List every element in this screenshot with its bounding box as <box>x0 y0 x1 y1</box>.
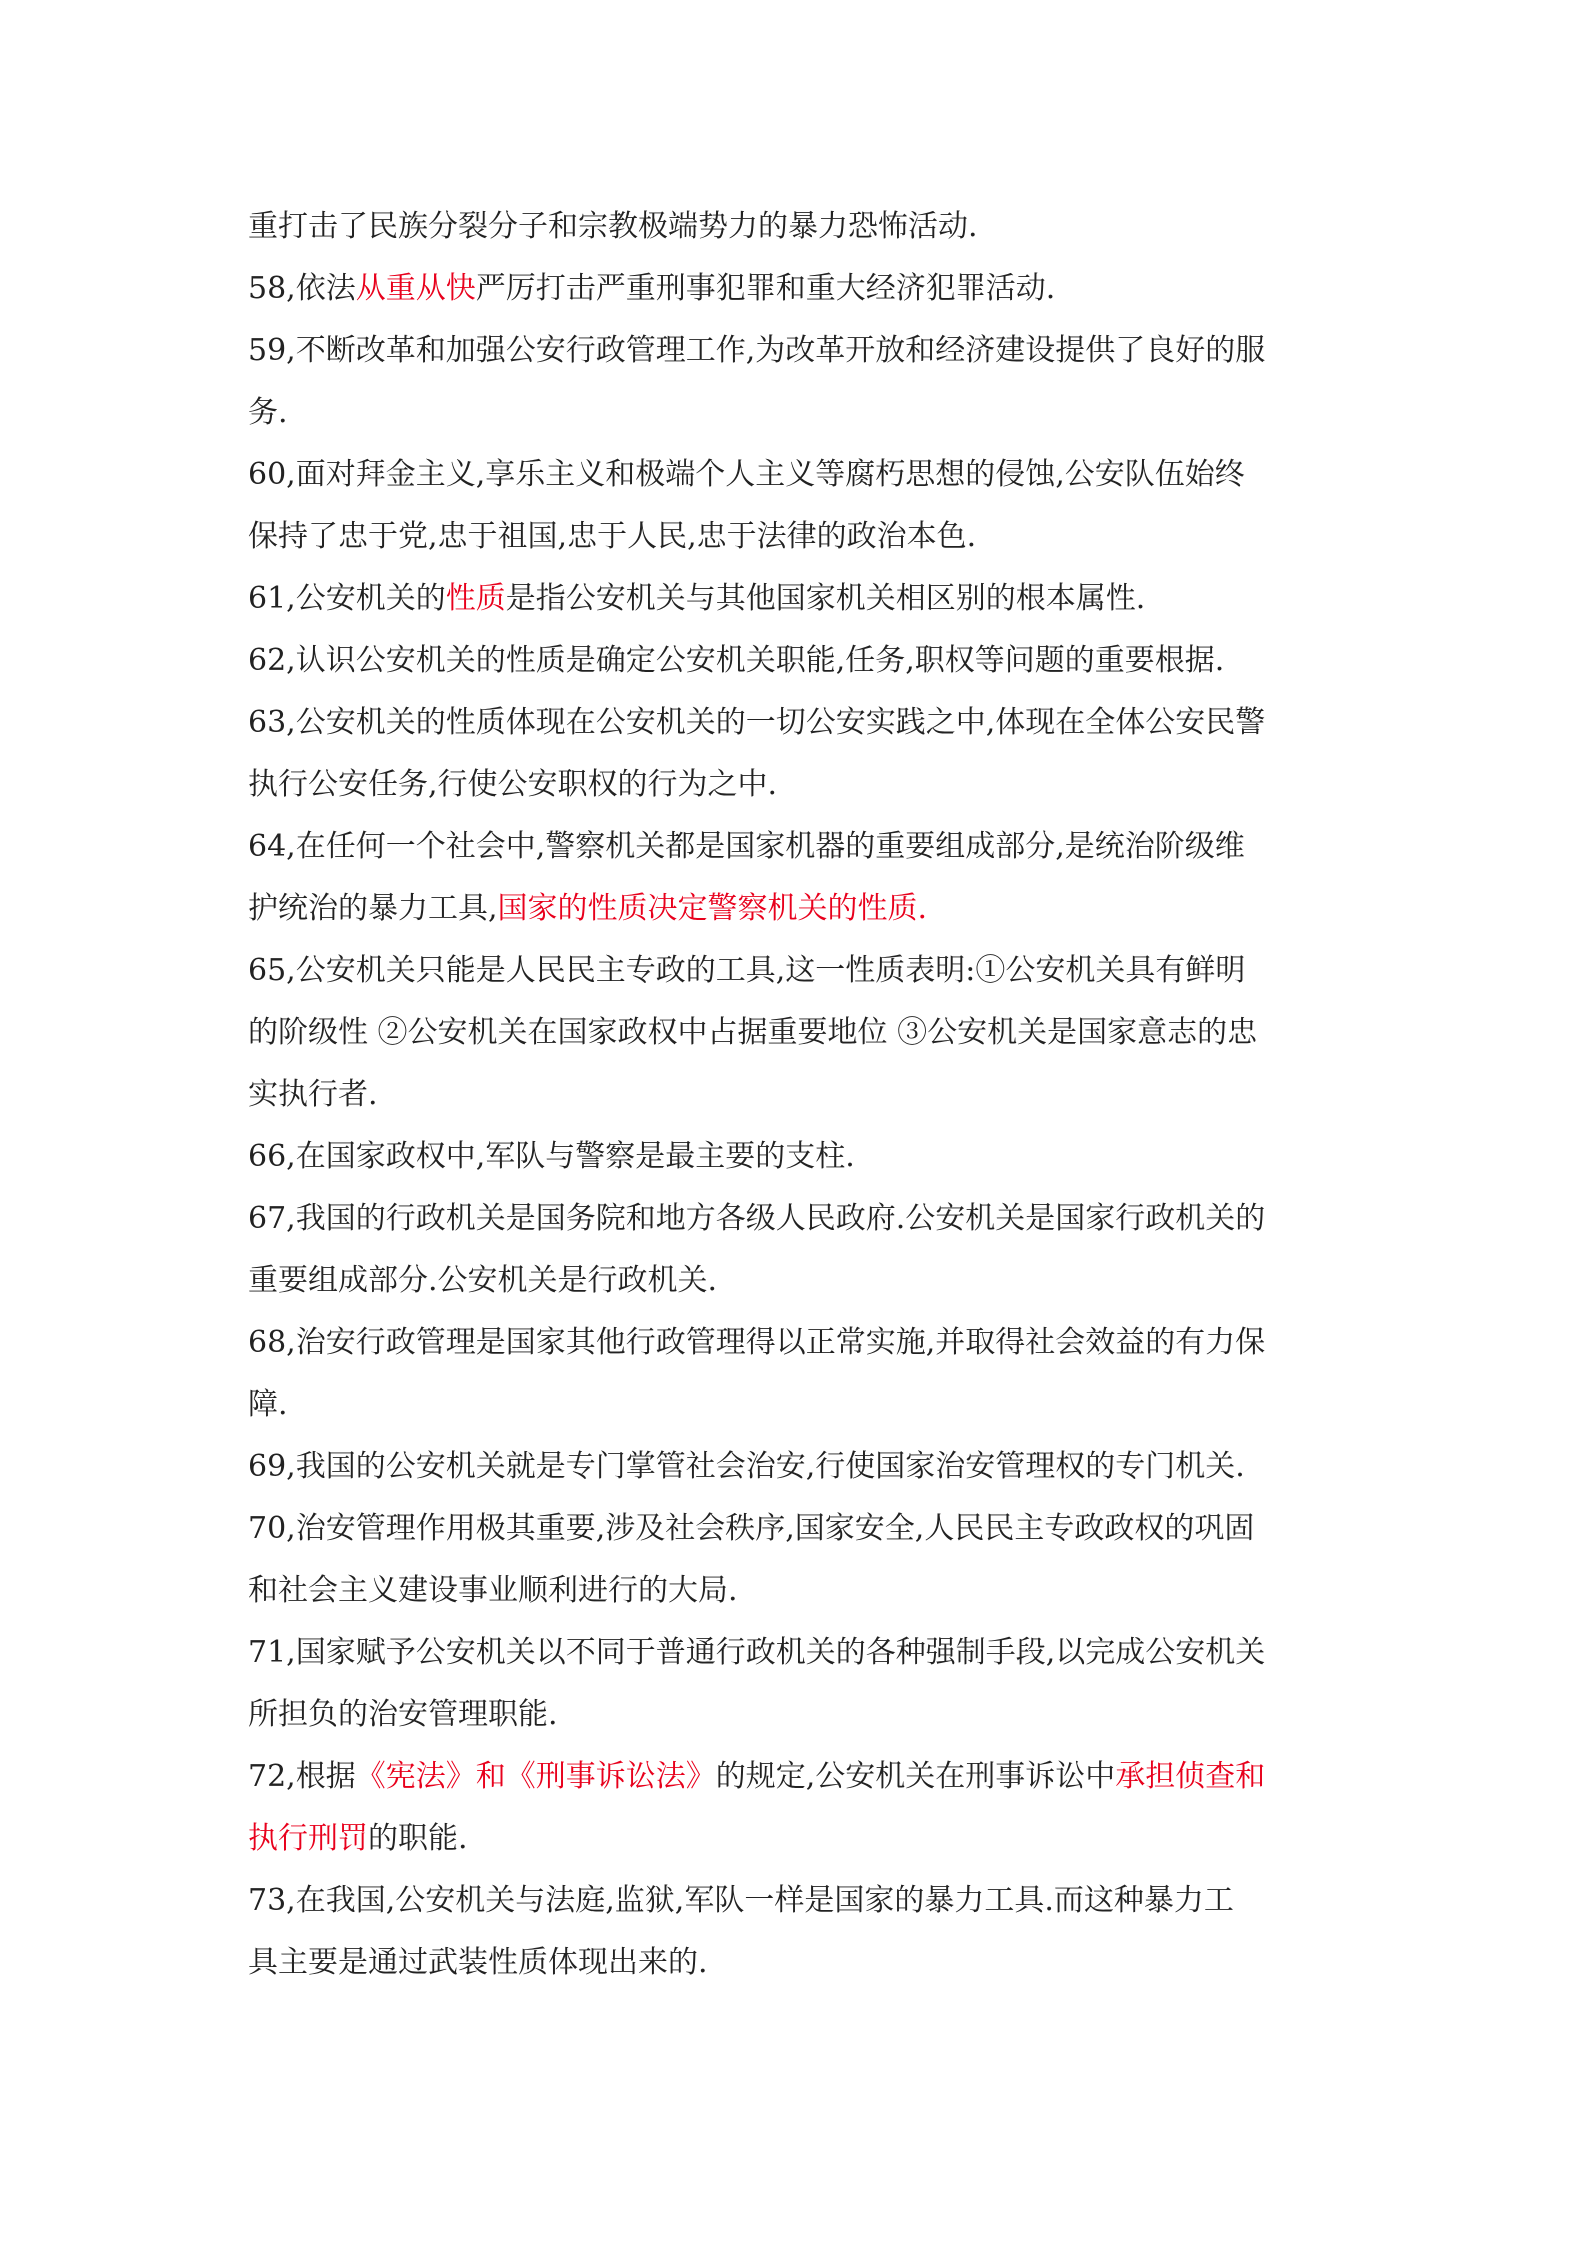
text-line <box>248 1560 1353 1622</box>
text-line <box>248 1870 1353 1932</box>
text-line <box>248 940 1353 1002</box>
highlighted-text: 性质 <box>445 581 506 616</box>
text-line <box>248 1188 1353 1250</box>
text-line <box>248 196 1353 258</box>
body-text: 65,公安机关只能是人民民主专政的工具,这一性质表明:①公安机关具有鲜明 <box>248 953 1246 988</box>
text-line <box>248 878 1353 940</box>
body-text: 69,我国的公安机关就是专门掌管社会治安,行使国家治安管理权的专门机关. <box>248 1449 1245 1484</box>
text-line <box>248 1126 1353 1188</box>
text-line <box>248 1064 1353 1126</box>
body-text: 67,我国的行政机关是国务院和地方各级人民政府.公安机关是国家行政机关的 <box>248 1201 1266 1236</box>
text-line <box>248 382 1353 444</box>
text-line <box>248 630 1353 692</box>
text-line <box>248 1002 1353 1064</box>
body-text: 所担负的治安管理职能. <box>248 1697 558 1732</box>
text-line <box>248 1808 1353 1870</box>
highlighted-text: 执行刑罚 <box>248 1821 368 1856</box>
body-text: 实执行者. <box>248 1077 378 1112</box>
text-line <box>248 1622 1353 1684</box>
body-text: 护统治的暴力工具, <box>248 891 498 926</box>
body-text: 障. <box>248 1387 288 1422</box>
body-text: 61,公安机关的 <box>248 581 446 616</box>
body-text: 58,依法 <box>248 271 356 306</box>
document-body <box>248 196 1353 1994</box>
text-line <box>248 568 1353 630</box>
body-text: 的阶级性 ②公安机关在国家政权中占据重要地位 ③公安机关是国家意志的忠 <box>248 1015 1258 1050</box>
body-text: 重要组成部分.公安机关是行政机关. <box>248 1263 718 1298</box>
body-text: 64,在任何一个社会中,警察机关都是国家机器的重要组成部分,是统治阶级维 <box>248 829 1245 864</box>
text-line <box>248 1746 1353 1808</box>
body-text: 63,公安机关的性质体现在公安机关的一切公安实践之中,体现在全体公安民警 <box>248 705 1266 740</box>
highlighted-text: 国家的性质决定警察机关的性质. <box>497 891 928 926</box>
body-text: 60,面对拜金主义,享乐主义和极端个人主义等腐朽思想的侵蚀,公安队伍始终 <box>248 457 1245 492</box>
body-text: 59,不断改革和加强公安行政管理工作,为改革开放和经济建设提供了良好的服 <box>248 333 1266 368</box>
highlighted-text: 《宪法》和《刑事诉讼法》 <box>355 1759 716 1794</box>
body-text: 执行公安任务,行使公安职权的行为之中. <box>248 767 778 802</box>
body-text: 务. <box>248 395 288 430</box>
text-line <box>248 754 1353 816</box>
body-text: 68,治安行政管理是国家其他行政管理得以正常实施,并取得社会效益的有力保 <box>248 1325 1266 1360</box>
body-text: 72,根据 <box>248 1759 356 1794</box>
text-line <box>248 1374 1353 1436</box>
body-text: 70,治安管理作用极其重要,涉及社会秩序,国家安全,人民民主专政政权的巩固 <box>248 1511 1255 1546</box>
body-text: 73,在我国,公安机关与法庭,监狱,军队一样是国家的暴力工具.而这种暴力工 <box>248 1883 1234 1918</box>
body-text: 是指公安机关与其他国家机关相区别的根本属性. <box>505 581 1146 616</box>
text-line <box>248 1498 1353 1560</box>
text-line <box>248 1436 1353 1498</box>
body-text: 具主要是通过武装性质体现出来的. <box>248 1945 708 1980</box>
body-text: 的规定,公安机关在刑事诉讼中 <box>715 1759 1116 1794</box>
text-line <box>248 816 1353 878</box>
text-line <box>248 692 1353 754</box>
text-line <box>248 320 1353 382</box>
body-text: 保持了忠于党,忠于祖国,忠于人民,忠于法律的政治本色. <box>248 519 977 554</box>
body-text: 和社会主义建设事业顺利进行的大局. <box>248 1573 738 1608</box>
body-text: 71,国家赋予公安机关以不同于普通行政机关的各种强制手段,以完成公安机关 <box>248 1635 1266 1670</box>
text-line <box>248 444 1353 506</box>
body-text: 重打击了民族分裂分子和宗教极端势力的暴力恐怖活动. <box>248 209 978 244</box>
body-text: 66,在国家政权中,军队与警察是最主要的支柱. <box>248 1139 855 1174</box>
text-line <box>248 1250 1353 1312</box>
highlighted-text: 从重从快 <box>355 271 476 306</box>
body-text: 62,认识公安机关的性质是确定公安机关职能,任务,职权等问题的重要根据. <box>248 643 1225 678</box>
text-line <box>248 1312 1353 1374</box>
highlighted-text: 承担侦查和 <box>1115 1759 1266 1794</box>
body-text: 的职能. <box>368 1821 468 1856</box>
text-line <box>248 506 1353 568</box>
text-line <box>248 258 1353 320</box>
text-line <box>248 1932 1353 1994</box>
body-text: 严厉打击严重刑事犯罪和重大经济犯罪活动. <box>475 271 1056 306</box>
text-line <box>248 1684 1353 1746</box>
